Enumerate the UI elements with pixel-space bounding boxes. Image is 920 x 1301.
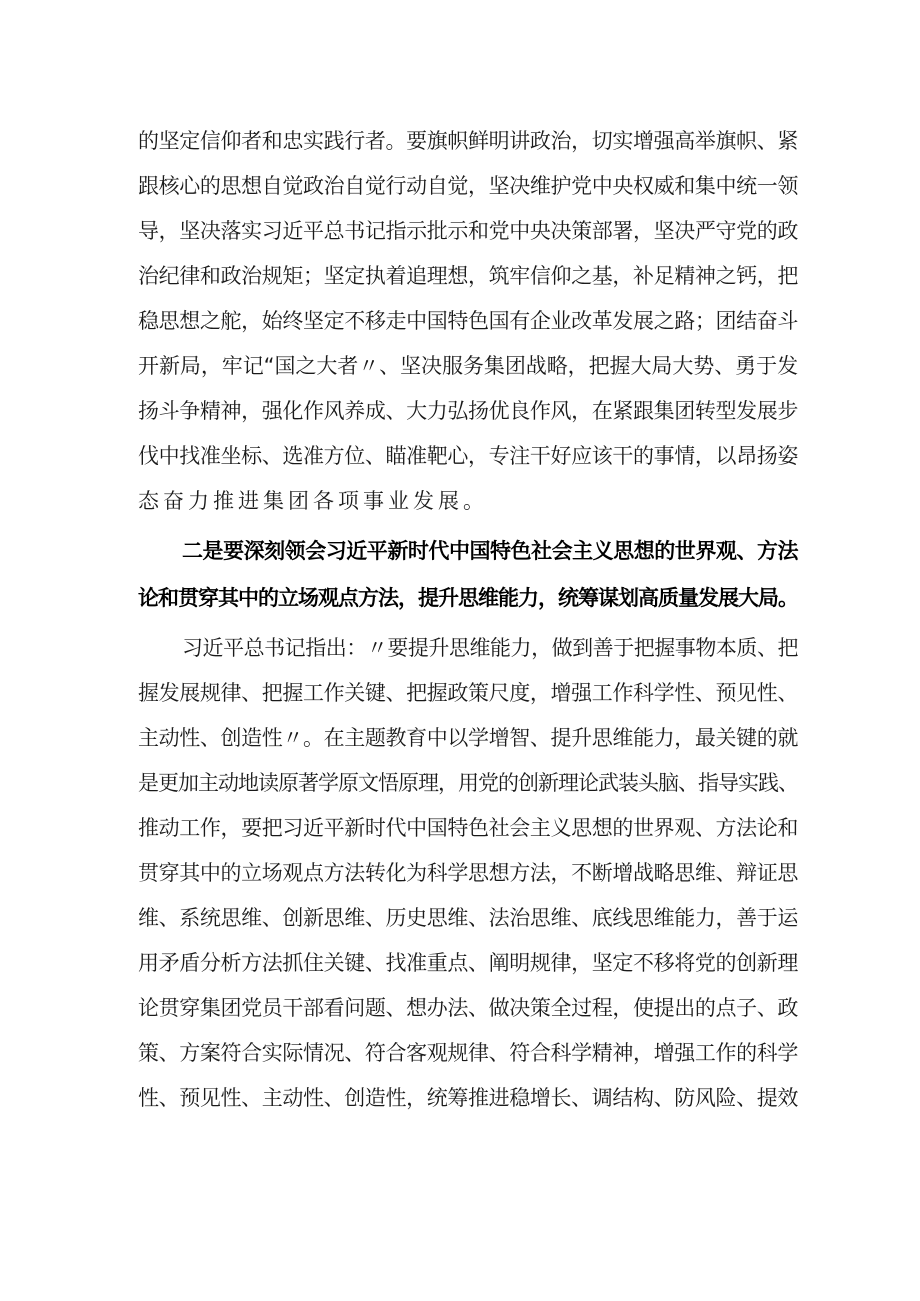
text-line: 策、方案符合实际情况、符合客观规律、符合科学精神，增强工作的科学 bbox=[138, 1041, 798, 1065]
text-line: 稳思想之舵，始终坚定不移走中国特色国有企业改革发展之路；团结奋斗 bbox=[138, 309, 798, 333]
text-line: 论贯穿集团党员干部看问题、想办法、做决策全过程，使提出的点子、政 bbox=[138, 996, 798, 1020]
text-line: 维、系统思维、创新思维、历史思维、法治思维、底线思维能力，善于运 bbox=[138, 906, 798, 930]
heading-line: 论和贯穿其中的立场观点方法，提升思维能力，统筹谋划高质量发展大局。 bbox=[138, 586, 798, 610]
text-line: 扬斗争精神，强化作风养成、大力弘扬优良作风，在紧跟集团转型发展步 bbox=[138, 399, 798, 423]
text-line: 习近平总书记指出：〃要提升思维能力，做到善于把握事物本质、把 bbox=[182, 636, 798, 660]
text-line: 跟核心的思想自觉政治自觉行动自觉，坚决维护党中央权威和集中统一领 bbox=[138, 174, 798, 198]
text-line: 用矛盾分析方法抓住关键、找准重点、阐明规律，坚定不移将党的创新理 bbox=[138, 951, 798, 975]
text-line: 开新局，牢记“国之大者〃、坚决服务集团战略，把握大局大势、勇于发 bbox=[138, 354, 798, 378]
heading-line: 二是要深刻领会习近平新时代中国特色社会主义思想的世界观、方法 bbox=[182, 539, 798, 563]
text-line: 握发展规律、把握工作关键、把握政策尺度，增强工作科学性、预见性、 bbox=[138, 681, 798, 705]
text-line: 推动工作，要把习近平新时代中国特色社会主义思想的世界观、方法论和 bbox=[138, 816, 798, 840]
text-line: 导，坚决落实习近平总书记指示批示和党中央决策部署，坚决严守党的政 bbox=[138, 219, 798, 243]
text-line: 主动性、创造性〃。在主题教育中以学增智、提升思维能力，最关键的就 bbox=[138, 726, 798, 750]
text-line: 的坚定信仰者和忠实践行者。要旗帜鲜明讲政治，切实增强高举旗帜、紧 bbox=[138, 129, 798, 153]
text-line: 是更加主动地读原著学原文悟原理，用党的创新理论武装头脑、指导实践、 bbox=[138, 771, 798, 795]
text-line: 性、预见性、主动性、创造性，统筹推进稳增长、调结构、防风险、提效 bbox=[138, 1086, 798, 1110]
text-line: 治纪律和政治规矩；坚定执着追理想，筑牢信仰之基，补足精神之钙，把 bbox=[138, 264, 798, 288]
text-line: 态奋力推进集团各项事业发展。 bbox=[138, 489, 488, 513]
text-line: 伐中找准坐标、选准方位、瞄准靶心，专注干好应该干的事情，以昂扬姿 bbox=[138, 444, 798, 468]
text-line: 贯穿其中的立场观点方法转化为科学思想方法，不断增战略思维、辩证思 bbox=[138, 861, 798, 885]
